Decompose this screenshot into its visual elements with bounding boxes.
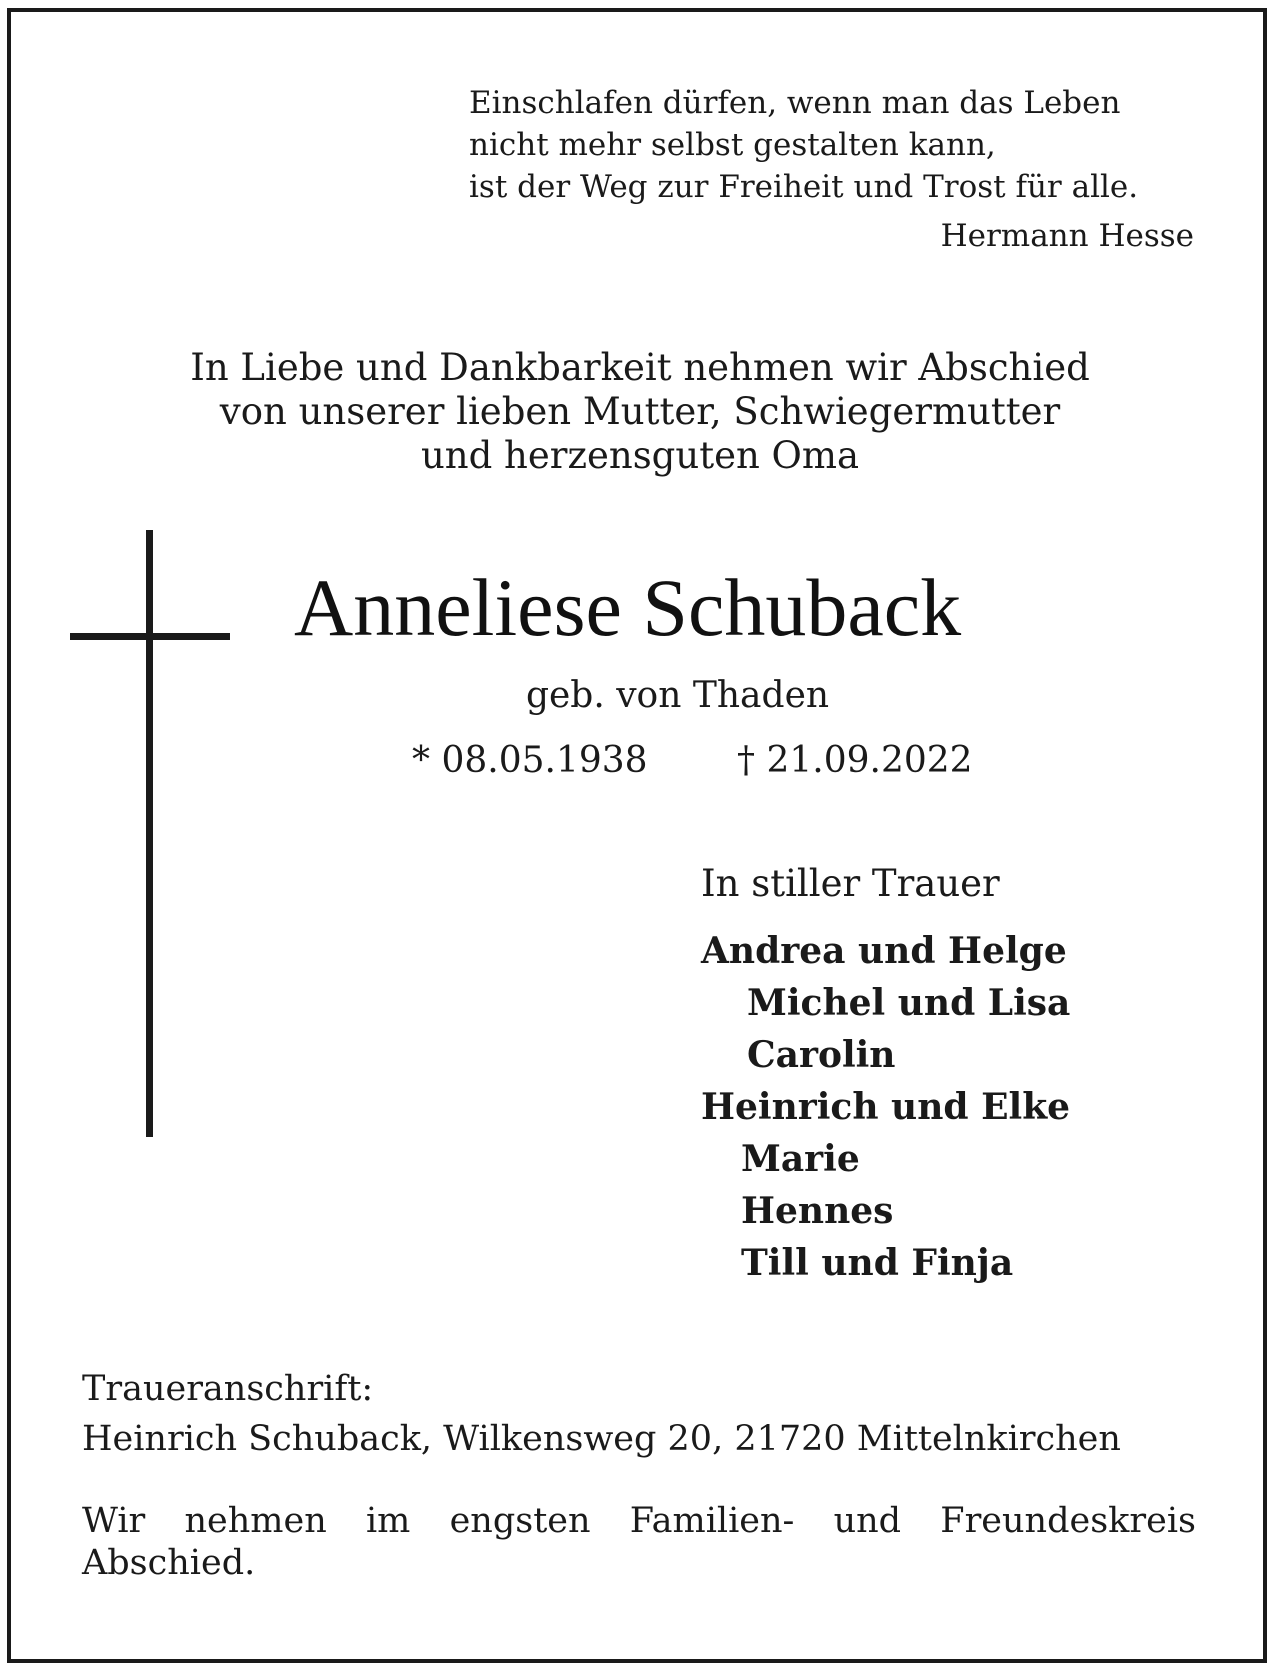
quote-author: Hermann Hesse <box>940 218 1194 254</box>
quote-line: nicht mehr selbst gestalten kann, <box>469 127 996 163</box>
mourner-name: Andrea und Helge <box>701 930 1067 972</box>
death-date: † 21.09.2022 <box>737 740 973 781</box>
mourner-name: Marie <box>741 1138 860 1180</box>
address-value: Heinrich Schuback, Wilkensweg 20, 21720 Mittelnkirchen <box>82 1419 1121 1459</box>
birth-date: * 08.05.1938 <box>412 740 648 781</box>
mourner-name: Carolin <box>747 1034 896 1076</box>
footer-note: Wir nehmen im engsten Familien- und Freundeskreis Abschied. <box>82 1501 1196 1583</box>
intro-line: In Liebe und Dankbarkeit nehmen wir Abschied <box>190 346 1090 389</box>
maiden-name: geb. von Thaden <box>525 675 830 716</box>
quote-line: Einschlafen dürfen, wenn man das Leben <box>469 85 1121 121</box>
mourners-heading: In stiller Trauer <box>701 862 1000 905</box>
cross-horizontal-bar <box>70 633 230 640</box>
intro-line: und herzensguten Oma <box>420 434 860 477</box>
cross-vertical-bar <box>146 530 153 1137</box>
mourner-name: Michel und Lisa <box>747 982 1071 1024</box>
mourner-name: Heinrich und Elke <box>701 1086 1071 1128</box>
intro-text <box>0 346 1280 478</box>
quote-block <box>469 82 1194 257</box>
mourner-name: Hennes <box>741 1190 894 1232</box>
deceased-name: Anneliese Schuback <box>294 562 962 653</box>
mourner-name: Till und Finja <box>741 1242 1014 1284</box>
quote-line: ist der Weg zur Freiheit und Trost für alle. <box>469 169 1139 205</box>
intro-line: von unserer lieben Mutter, Schwiegermutter <box>219 390 1061 433</box>
address-label: Traueranschrift: <box>82 1369 374 1409</box>
mourners-list <box>701 925 1070 1289</box>
